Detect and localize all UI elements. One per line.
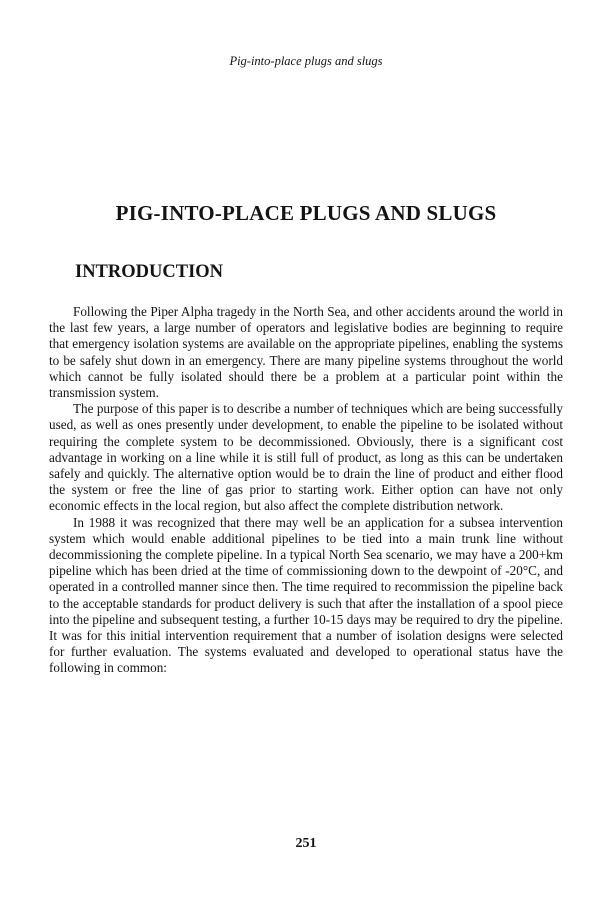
section-heading: INTRODUCTION [75,262,224,282]
page-number: 251 [295,836,317,851]
chapter-title: PIG-INTO-PLACE PLUGS AND SLUGS [115,201,497,225]
paragraph-piper-alpha: Following the Piper Alpha tragedy in the North Sea, and other accidents around the world in the last few years, a large number of operators and legislative bodies are beginning to require that emergency isolation systems are available on the appropriate pipelines, enabling the systems to be safely shut down in an emergency. There are many pipeline systems throughout the world which cannot be fully isolated should there be a problem at a particular point within the transmission system. [49,304,563,401]
body-text [49,304,563,677]
paragraph-1988-intervention: In 1988 it was recognized that there may well be an application for a subsea intervention system which would enable additional pipelines to be tied into a main trunk line without decommissioning the complete pipeline. In a typical North Sea scenario, we may have a 200+km pipeline which has been dried at the time of commissioning down to the dewpoint of -20°C, and operated in a controlled manner since then. The time required to recommission the pipeline back to the acceptable standards for product delivery is such that after the installation of a spool piece into the pipeline and subsequent testing, a further 10-15 days may be required to dry the pipeline. It was for this initial intervention requirement that a number of isolation designs were selected for further evaluation. The systems evaluated and developed to operational status have the following in common: [49,514,563,676]
paragraph-purpose: The purpose of this paper is to describe a number of techniques which are being successfully used, as well as ones presently under development, to enable the pipeline to be isolated without requiring the complete system to be decommissioned. Obviously, there is a significant cost advantage in working on a line while it is still full of product, as long as this can be undertaken safely and quickly. The alternative option would be to drain the line of product and either flood the system or free the line of gas prior to starting work. Either option can have not only economic effects in the local region, but also affect the complete distribution network. [49,401,563,514]
running-head: Pig-into-place plugs and slugs [229,54,383,68]
